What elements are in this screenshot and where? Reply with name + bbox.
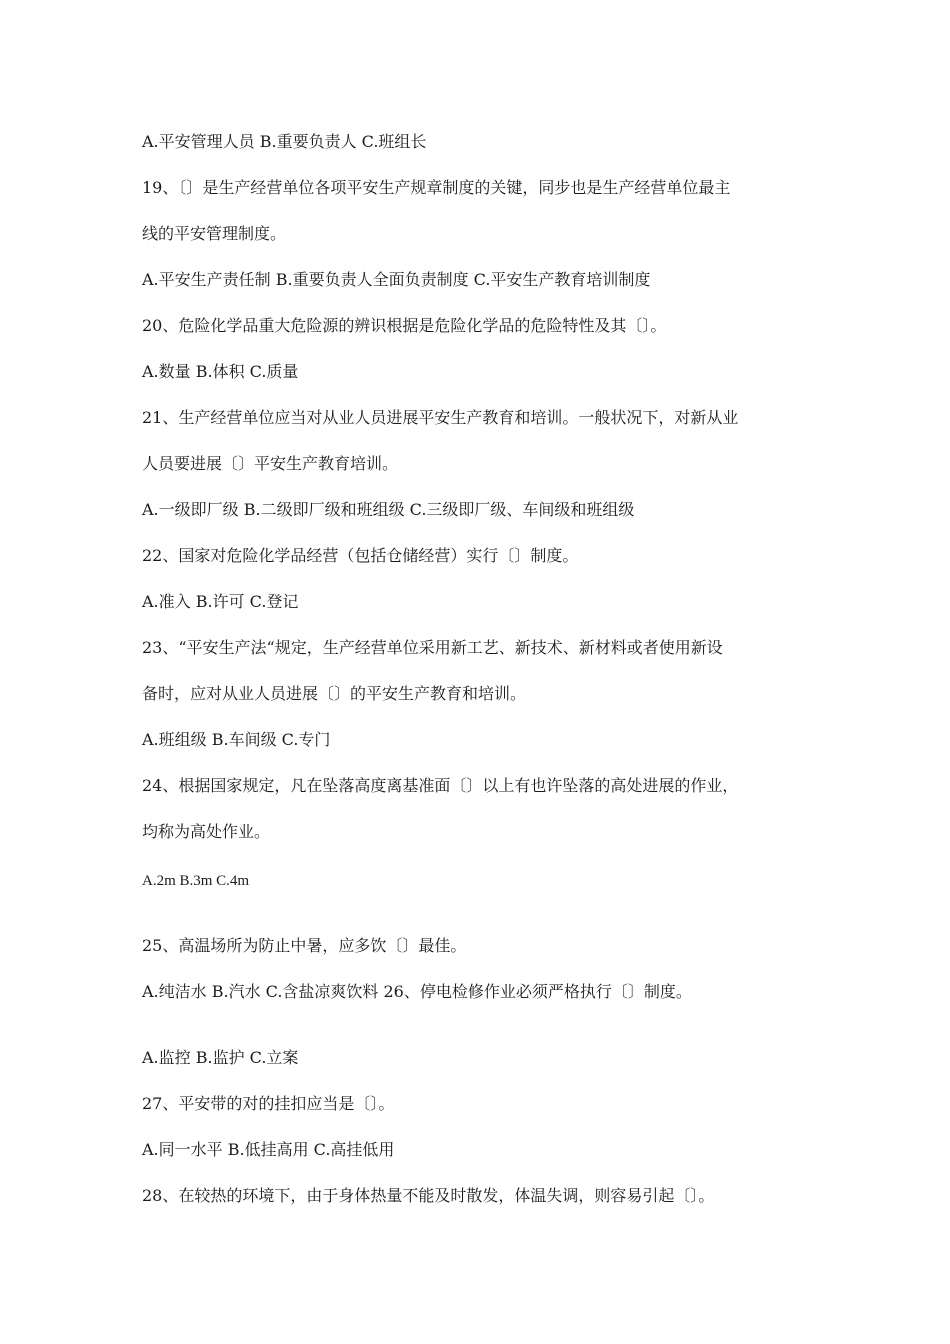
option-line-24: A.2m B.3m C.4m — [142, 873, 250, 889]
question-24-line-1: 24、根据国家规定，凡在坠落高度离基准面〔〕以上有也许坠落的高处进展的作业， — [142, 776, 739, 795]
question-20: 20、危险化学品重大危险源的辨识根据是危险化学品的危险特性及其〔〕。 — [142, 316, 667, 335]
question-22: 22、国家对危险化学品经营（包括仓储经营）实行〔〕制度。 — [142, 546, 579, 565]
question-23-line-2: 备时，应对从业人员进展〔〕的平安生产教育和培训。 — [142, 684, 527, 703]
option-line-21: A.一级即厂级 B.二级即厂级和班组级 C.三级即厂级、车间级和班组级 — [142, 500, 635, 519]
question-19-line-2: 线的平安管理制度。 — [142, 224, 287, 243]
option-line-18: A.平安管理人员 B.重要负责人 C.班组长 — [142, 132, 427, 151]
option-line-20: A.数量 B.体积 C.质量 — [142, 362, 299, 381]
question-25: 25、高温场所为防止中暑，应多饮〔〕最佳。 — [142, 936, 467, 955]
option-line-26: A.监控 B.监护 C.立案 — [142, 1048, 299, 1067]
question-21-line-1: 21、生产经营单位应当对从业人员进展平安生产教育和培训。一般状况下，对新从业 — [142, 408, 739, 427]
option-line-25-question-26: A.纯洁水 B.汽水 C.含盐凉爽饮料 26、停电检修作业必须严格执行〔〕制度。 — [142, 982, 692, 1001]
option-line-22: A.准入 B.许可 C.登记 — [142, 592, 299, 611]
option-line-23: A.班组级 B.车间级 C.专门 — [142, 730, 331, 749]
question-27: 27、平安带的对的挂扣应当是〔〕。 — [142, 1094, 395, 1113]
question-21-line-2: 人员要进展〔〕平安生产教育培训。 — [142, 454, 399, 473]
option-line-19: A.平安生产责任制 B.重要负责人全面负责制度 C.平安生产教育培训制度 — [142, 270, 651, 289]
question-24-line-2: 均称为高处作业。 — [142, 822, 271, 841]
question-23-line-1: 23、“平安生产法“规定，生产经营单位采用新工艺、新技术、新材料或者使用新设 — [142, 638, 723, 657]
question-19-line-1: 19、〔〕是生产经营单位各项平安生产规章制度的关键，同步也是生产经营单位最主 — [142, 178, 731, 197]
option-line-27: A.同一水平 B.低挂高用 C.高挂低用 — [142, 1140, 395, 1159]
question-28: 28、在较热的环境下，由于身体热量不能及时散发，体温失调，则容易引起〔〕。 — [142, 1186, 715, 1205]
